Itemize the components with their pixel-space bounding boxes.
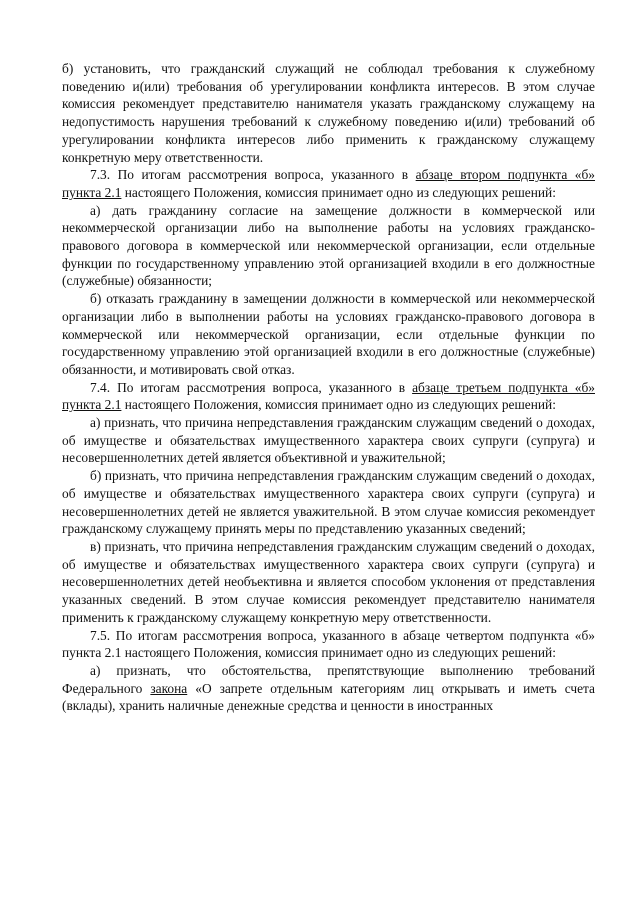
paragraph-7-3 — [62, 166, 595, 201]
paragraph-7-3-a: а) дать гражданину согласие на замещение должности в коммерческой или некоммерческой организации либо на выполнение работы на условиях гражданско-правового договора в коммерческой или некоммерческой организации, если отдельные функции по государственному управлению этой организацией входили в его должностные (служебные) обязанности; — [62, 202, 595, 289]
paragraph-7-4-v: в) признать, что причина непредставления гражданским служащим сведений о доходах, об имуществе и обязательствах имущественного характера своих супруги (супруга) и несовершеннолетних детей необъективна и является способом уклонения от представления указанных сведений. В этом случае комиссия рекомендует представителю нанимателя применить к гражданскому служащему конкретную меру ответственности. — [62, 538, 595, 625]
document-page — [62, 60, 595, 715]
paragraph-7-4 — [62, 379, 595, 414]
paragraph-7-4-a: а) признать, что причина непредставления гражданским служащим сведений о доходах, об имуществе и обязательствах имущественного характера своих супруги (супруга) и несовершеннолетних детей является объективной и уважительной; — [62, 415, 595, 466]
paragraph-7-4-b: б) признать, что причина непредставления гражданским служащим сведений о доходах, об имуществе и обязательствах имущественного характера своих супруги (супруга) и несовершеннолетних детей не является уважительной. В этом случае комиссия рекомендует гражданскому служащему принять меры по представлению указанных сведений; — [62, 468, 595, 537]
paragraph-7-4-text-end: настоящего Положения, комиссия принимает одно из следующих решений: — [121, 397, 556, 413]
paragraph-7-5-a-text-start: а) признать, что обстоятельства, препятствующие выполнению требований Федерального — [62, 662, 595, 696]
paragraph-7-3-b: б) отказать гражданину в замещении должности в коммерческой или некоммерческой организации либо в выполнении работы на условиях гражданско-правового договора в коммерческой или некоммерческой организации, если отдельные функции по государственному управлению этой организацией входили в его должностные (служебные) обязанности, и мотивировать свой отказ. — [62, 291, 595, 377]
paragraph-b-establish: б) установить, что гражданский служащий не соблюдал требования к служебному поведению и(или) требования об урегулировании конфликта интересов. В этом случае комиссия рекомендует представителю нанимателя указать гражданскому служащему на недопустимость нарушения требований к служебному поведению и(или) требований об урегулировании конфликта интересов либо применить к гражданскому служащему конкретную меру ответственности. — [62, 61, 595, 165]
link-abzats-vtoroy[interactable]: абзаце втором подпункта «б» пункта 2.1 — [62, 167, 596, 200]
paragraph-7-5-a — [62, 662, 595, 715]
paragraph-7-5-a-text-end: «О запрете отдельным категориям лиц открывать и иметь счета (вклады), хранить наличные денежные средства и ценности в иностранных — [62, 680, 596, 714]
paragraph-7-3-text-end: настоящего Положения, комиссия принимает одно из следующих решений: — [121, 184, 556, 200]
paragraph-7-5: 7.5. По итогам рассмотрения вопроса, указанного в абзаце четвертом подпункта «б» пункта 2.1 настоящего Положения, комиссия принимает одно из следующих решений: — [62, 627, 595, 661]
link-abzats-tretiy[interactable]: абзаце третьем подпункта «б» пункта 2.1 — [62, 379, 595, 413]
paragraph-7-3-text-start: 7.3. По итогам рассмотрения вопроса, указанного в — [90, 167, 416, 183]
paragraph-7-4-text-start: 7.4. По итогам рассмотрения вопроса, указанного в — [90, 379, 413, 395]
link-zakon[interactable]: закона — [150, 680, 188, 696]
